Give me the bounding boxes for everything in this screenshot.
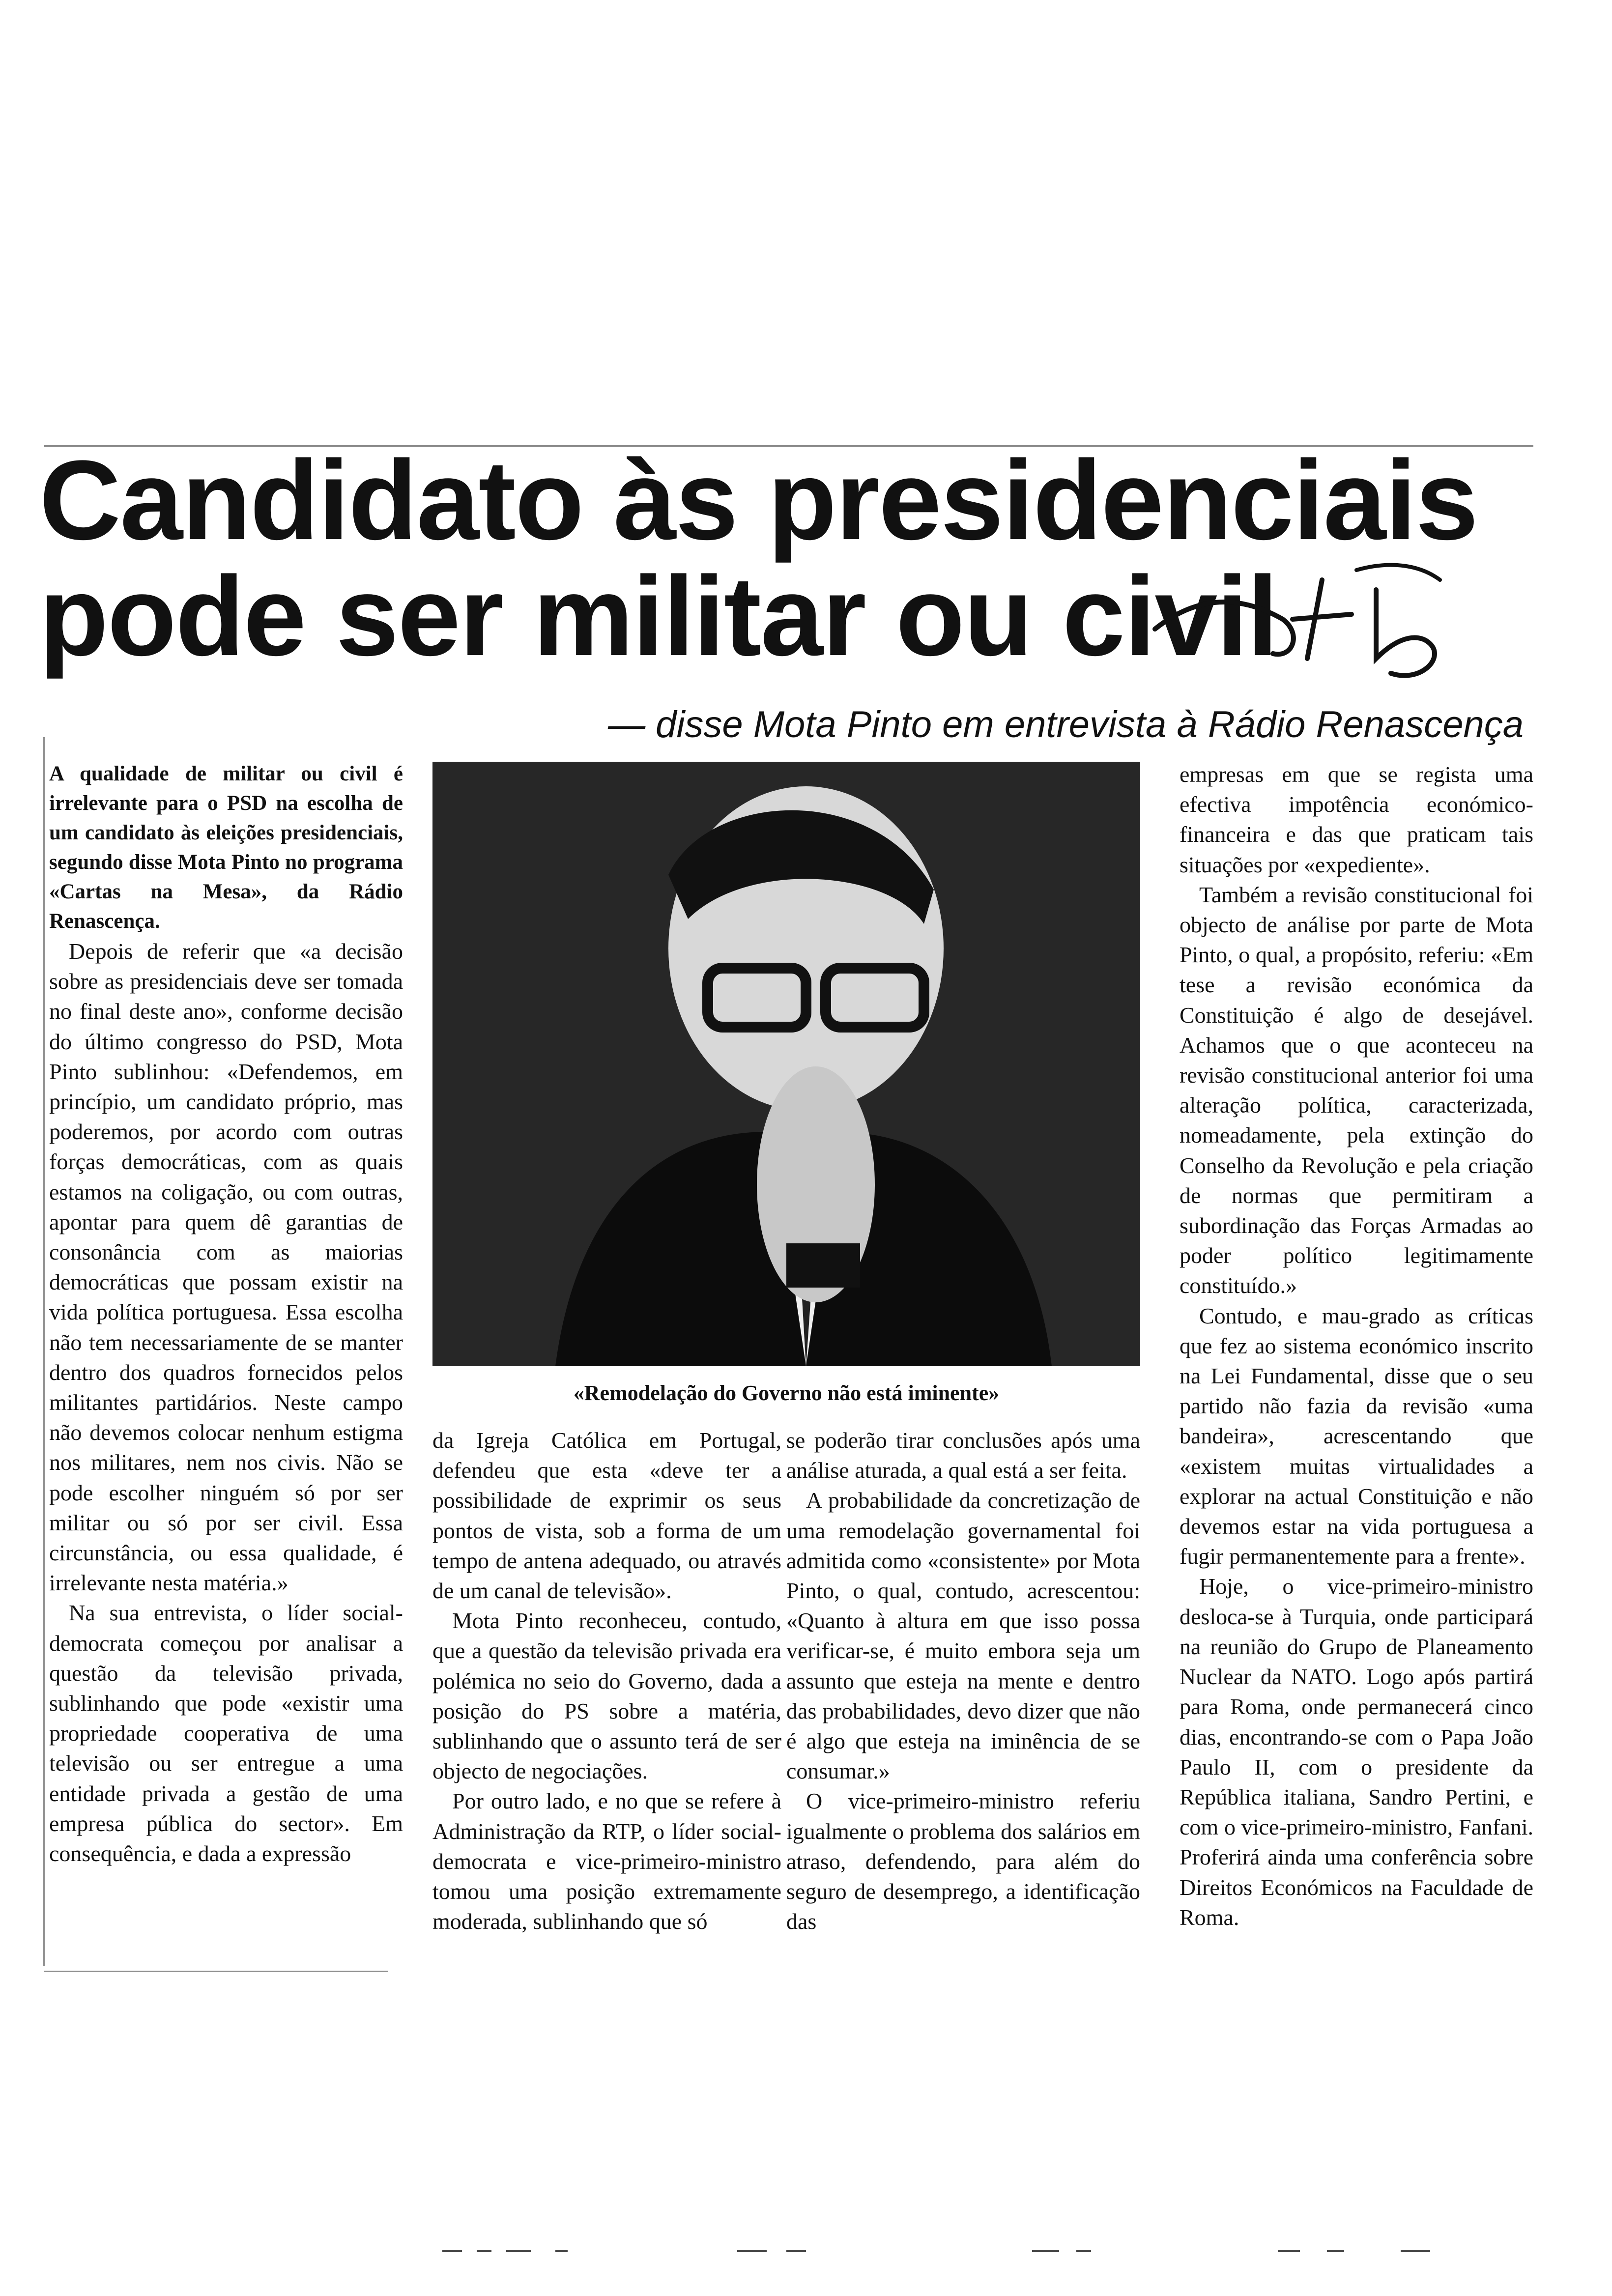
- article-column-3: [786, 1425, 1140, 1936]
- paragraph: Depois de referir que «a decisão sobre as presidenciais deve ser tomada no final deste ano», conforme decisão do último congresso do PSD, Mota Pinto sublinhou: «Defendemos, em princípio, um candidato próprio, mas poderemos, por acordo com outras forças democráticas, com as quais estamos na coligação, ou com outras, apontar para quem dê garantias de consonância com as maiorias democráticas que possam existir na vida política portuguesa. Essa escolha não tem necessariamente de se manter dentro dos quadros fornecidos pelos militantes partidários. Neste campo não devemos colocar nenhum estigma nos militares, nem nos civis. Não se pode escolher ninguém só por ser militar ou só por ser civil. Essa circunstância, ou essa qualidade, é irrelevante nesta matéria.»: [49, 939, 403, 1596]
- portrait-photo: [432, 762, 1140, 1366]
- photo-caption: «Remodelação do Governo não está iminente»: [573, 1381, 1000, 1405]
- paragraph: Mota Pinto reconheceu, contudo, que a questão da televisão privada era polémica no seio do Governo, dada a posição do PS sobre a matéria, sublinhando que o assunto terá de ser objecto de negociações.: [432, 1608, 781, 1784]
- article-column-2: [432, 1425, 781, 1936]
- paragraph: se poderão tirar conclusões após uma análise aturada, a qual está a ser feita.: [786, 1428, 1140, 1483]
- paragraph: empresas em que se regista uma efectiva impotência económico-financeira e das que praticam tais situações por «expediente».: [1180, 762, 1533, 877]
- handwritten-scribble: [1145, 560, 1499, 708]
- article-column-1: [49, 759, 403, 1868]
- paragraph: Contudo, e mau-grado as críticas que fez ao sistema económico inscrito na Lei Fundamental, disse que o seu partido não fazia da revisão «uma bandeira», acrescentando que «existem muitas virtualidades a explorar na actual Constituição e não devemos estar na vida portuguesa a fugir permanentemente para a frente».: [1180, 1303, 1533, 1569]
- paragraph: O vice-primeiro-ministro referiu igualmente o problema dos salários em atraso, defendendo, para além do seguro de desemprego, a identificação das: [786, 1788, 1140, 1934]
- paragraph: da Igreja Católica em Portugal, defendeu que esta «deve ter a possibilidade de exprimir os seus pontos de vista, sob a forma de um tempo de antena adequado, ou através de um canal de televisão».: [432, 1428, 781, 1604]
- paragraph: Na sua entrevista, o líder social-democrata começou por analisar a questão da televisão privada, sublinhando que pode «existir uma propriedade cooperativa de uma televisão ou ser entregue a uma entidade privada a gestão de uma empresa pública do sector». Em consequência, e dada a expressão: [49, 1600, 403, 1866]
- scan-noise-dots: [442, 2246, 1474, 2256]
- headline-line-2: pode ser militar ou civil: [39, 553, 1278, 679]
- subheadline: — disse Mota Pinto em entrevista à Rádio Renascença: [608, 704, 1524, 746]
- paragraph: A probabilidade da concretização de uma remodelação governamental foi admitida como «consistente» por Mota Pinto, o qual, contudo, acrescentou: «Quanto à altura em que isso possa verificar-se, é muito embora seja um assunto que esteja na mente e dentro das probabilidades, devo dizer que não é algo que esteja na iminência de se consumar.»: [786, 1488, 1140, 1784]
- handwritten-note: [1145, 560, 1499, 708]
- headline-line-1: Candidato às presidenciais: [39, 437, 1478, 563]
- clipping-left-border: [43, 737, 45, 1966]
- scan-noise: [442, 2246, 1474, 2256]
- portrait-image: [432, 762, 1140, 1366]
- article-column-4: [1180, 759, 1533, 1932]
- clipping-bottom-border: [44, 1971, 388, 1972]
- paragraph: Por outro lado, e no que se refere à Administração da RTP, o líder social-democrata e vice-primeiro-ministro tomou uma posição extremamente moderada, sublinhando que só: [432, 1788, 781, 1934]
- lead-paragraph: A qualidade de militar ou civil é irrelevante para o PSD na escolha de um candidato às eleições presidenciais, segundo disse Mota Pinto no programa «Cartas na Mesa», da Rádio Renascença.: [49, 762, 403, 933]
- paragraph: Também a revisão constitucional foi objecto de análise por parte de Mota Pinto, o qual, a propósito, referiu: «Em tese a revisão económica da Constituição é algo de desejável. Achamos que o que aconteceu na revisão constitucional anterior foi uma alteração política, caracterizada, nomeadamente, pela extinção do Conselho da Revolução e pela criação de normas que permitiram a subordinação das Forças Armadas ao poder político legitimamente constituído.»: [1180, 882, 1533, 1298]
- paragraph: Hoje, o vice-primeiro-ministro desloca-se à Turquia, onde participará na reunião do Grupo de Planeamento Nuclear da NATO. Logo após partirá para Roma, onde permanecerá cinco dias, encontrando-se com o Papa João Paulo II, com o presidente da República italiana, Sandro Pertini, e com o vice-primeiro-ministro, Fanfani. Proferirá ainda uma conferência sobre Direitos Económicos na Faculdade de Roma.: [1180, 1574, 1533, 1930]
